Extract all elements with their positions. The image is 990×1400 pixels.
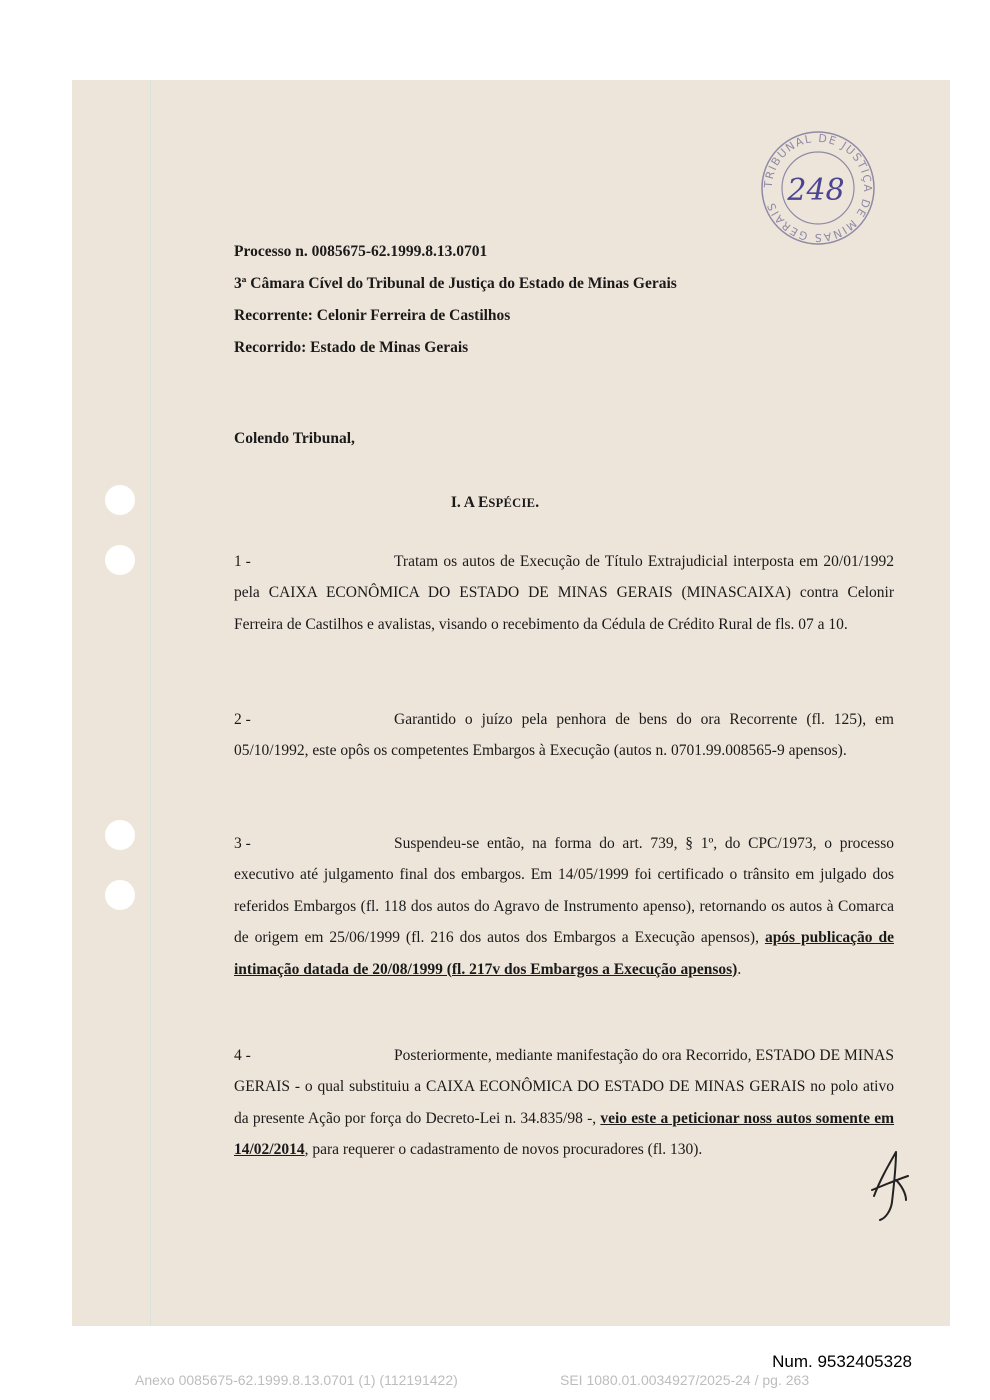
paragraph-1 xyxy=(234,546,894,640)
section-title: I. A ESPÉCIE. xyxy=(450,494,540,511)
paragraph-number: 2 - xyxy=(234,711,251,728)
appellee-line: Recorrido: Estado de Minas Gerais xyxy=(234,339,469,356)
chamber-line: 3ª Câmara Cível do Tribunal de Justiça do Estado de Minas Gerais xyxy=(234,275,677,292)
paragraph-text: Posteriormente, mediante manifestação do ora Recorrido, ESTADO DE MINAS GERAIS - o qual substituiu a CAIXA ECONÔMICA DO ESTADO DE MINAS GERAIS no polo ativo da presente Ação por força do Decreto-Lei n. 34.835/98 -, xyxy=(234,1047,894,1127)
stamp-text: TRIBUNAL DE JUSTIÇA DE MINAS GERAIS xyxy=(761,131,875,245)
court-stamp xyxy=(752,128,884,248)
stamp-folio: 248 xyxy=(787,173,845,208)
sei-reference: SEI 1080.01.0034927/2025-24 / pg. 263 xyxy=(560,1372,810,1388)
margin-rule xyxy=(150,80,151,1326)
paragraph-text: Suspendeu-se então, na forma do art. 739, § 1º, do CPC/1973, o processo executivo até julgamento final dos embargos. Em 14/05/1999 foi certificado o trânsito em julgado dos referidos Embargos (fl. 118 dos autos do Agravo de Instrumento apenso), retornando os autos à Comarca de origem em 25/06/1999 (fl. 216 dos autos dos Embargos a Execução apensos), xyxy=(234,835,894,947)
salutation: Colendo Tribunal, xyxy=(234,430,355,447)
handwritten-initial xyxy=(866,1150,914,1222)
paragraph-3: 3 - Suspendeu-se então, na forma do art. 739, § 1º, do CPC/1973, o processo executivo até julgamento final dos embargos. Em 14/05/1999 foi certificado o trânsito em julgado dos referidos Embargos (fl. 118 dos autos do Agravo de Instrumento apenso), retornando os autos à Comarca de origem em 25/06/1999 (fl. 216 dos autos dos Embargos a Execução apensos), após publicação de intimação datada de 20/08/1999 (fl. 217v dos Embargos a Execução apensos). xyxy=(234,828,894,985)
punch-hole xyxy=(105,820,135,850)
paragraph-emphasis: veio este a peticionar noss autos somente em 14/02/2014 xyxy=(234,1109,894,1159)
appellant-line: Recorrente: Celonir Ferreira de Castilhos xyxy=(234,307,511,324)
paragraph-number: 3 - xyxy=(234,835,251,852)
paragraph-4: 4 - Posteriormente, mediante manifestação do ora Recorrido, ESTADO DE MINAS GERAIS - o qual substituiu a CAIXA ECONÔMICA DO ESTADO DE MINAS GERAIS no polo ativo da presente Ação por força do Decreto-Lei n. 34.835/98 -, veio este a peticionar noss autos somente em 14/02/2014, para requerer o cadastramento de novos procuradores (fl. 130). xyxy=(234,1040,894,1166)
document-number: Num. 9532405328 xyxy=(772,1352,912,1371)
paragraph-emphasis: após publicação de intimação datada de 20/08/1999 (fl. 217v dos Embargos a Execução apensos) xyxy=(234,929,894,978)
paragraph-2 xyxy=(234,704,894,767)
punch-hole xyxy=(105,880,135,910)
paragraph-number: 4 - xyxy=(234,1047,251,1064)
process-number: Processo n. 0085675-62.1999.8.13.0701 xyxy=(234,243,488,260)
paragraph-text: Tratam os autos de Execução de Título Extrajudicial interposta em 20/01/1992 pela CAIXA ECONÔMICA DO ESTADO DE MINAS GERAIS (MINASCAIXA) contra Celonir Ferreira de Castilhos e avalistas, visando o recebimento da Cédula de Crédito Rural de fls. 07 a 10. xyxy=(234,553,894,633)
annex-reference: Anexo 0085675-62.1999.8.13.0701 (1) (112191422) xyxy=(135,1372,458,1388)
paragraph-text: Garantido o juízo pela penhora de bens do ora Recorrente (fl. 125), em 05/10/1992, este opôs os competentes Embargos à Execução (autos n. 0701.99.008565-9 apensos). xyxy=(234,711,894,760)
punch-hole xyxy=(105,545,135,575)
paragraph-number: 1 - xyxy=(234,553,251,570)
